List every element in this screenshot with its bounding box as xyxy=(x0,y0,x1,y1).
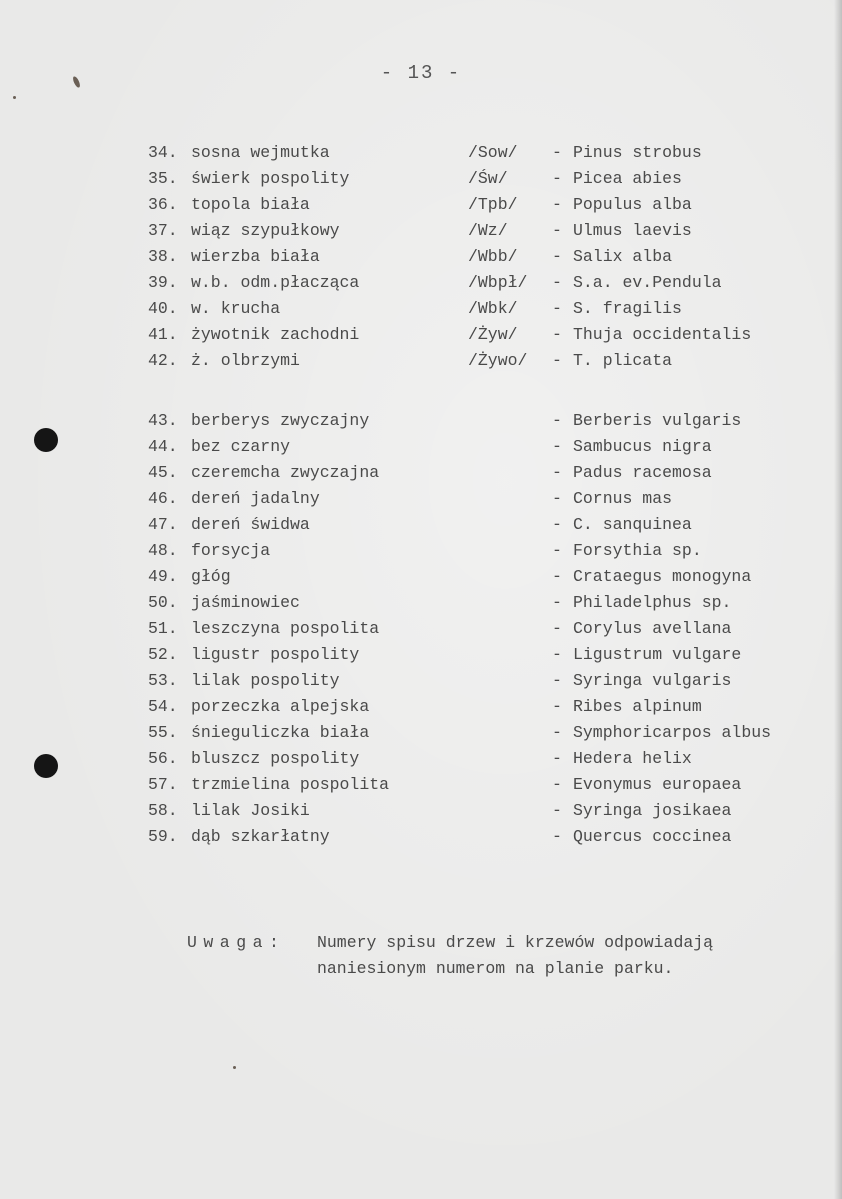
polish-name: głóg xyxy=(191,567,231,586)
polish-name: topola biała xyxy=(191,195,310,214)
separator-dash: - xyxy=(552,697,562,716)
separator-dash: - xyxy=(552,299,562,318)
abbreviation: /Żyw/ xyxy=(468,325,518,344)
polish-name: dąb szkarłatny xyxy=(191,827,330,846)
latin-name: Syringa josikaea xyxy=(573,801,732,820)
polish-name: sosna wejmutka xyxy=(191,143,330,162)
polish-name: lilak pospolity xyxy=(191,671,340,690)
latin-name: Symphoricarpos albus xyxy=(573,723,772,742)
latin-name: Evonymus europaea xyxy=(573,775,742,794)
item-number: 38. xyxy=(148,247,178,266)
abbreviation: /Św/ xyxy=(468,169,508,188)
separator-dash: - xyxy=(552,671,562,690)
item-number: 58. xyxy=(148,801,178,820)
separator-dash: - xyxy=(552,801,562,820)
separator-dash: - xyxy=(552,489,562,508)
item-number: 40. xyxy=(148,299,178,318)
polish-name: porzeczka alpejska xyxy=(191,697,370,716)
separator-dash: - xyxy=(552,619,562,638)
separator-dash: - xyxy=(552,195,562,214)
latin-name: S. fragilis xyxy=(573,299,682,318)
item-number: 55. xyxy=(148,723,178,742)
separator-dash: - xyxy=(552,143,562,162)
latin-name: Forsythia sp. xyxy=(573,541,702,560)
item-number: 44. xyxy=(148,437,178,456)
item-number: 50. xyxy=(148,593,178,612)
page-number: - 13 - xyxy=(380,62,462,84)
separator-dash: - xyxy=(552,325,562,344)
latin-name: Philadelphus sp. xyxy=(573,593,732,612)
separator-dash: - xyxy=(552,351,562,370)
latin-name: Ulmus laevis xyxy=(573,221,692,240)
separator-dash: - xyxy=(552,775,562,794)
latin-name: S.a. ev.Pendula xyxy=(573,273,722,292)
separator-dash: - xyxy=(552,723,562,742)
polish-name: wierzba biała xyxy=(191,247,320,266)
latin-name: Corylus avellana xyxy=(573,619,732,638)
latin-name: Sambucus nigra xyxy=(573,437,712,456)
separator-dash: - xyxy=(552,247,562,266)
polish-name: bez czarny xyxy=(191,437,291,456)
polish-name: leszczyna pospolita xyxy=(191,619,380,638)
item-number: 54. xyxy=(148,697,178,716)
polish-name: ligustr pospolity xyxy=(191,645,360,664)
item-number: 42. xyxy=(148,351,178,370)
polish-name: jaśminowiec xyxy=(191,593,300,612)
latin-name: T. plicata xyxy=(573,351,673,370)
item-number: 35. xyxy=(148,169,178,188)
latin-name: Padus racemosa xyxy=(573,463,712,482)
note-label: Uwaga: xyxy=(187,933,286,952)
item-number: 46. xyxy=(148,489,178,508)
separator-dash: - xyxy=(552,593,562,612)
polish-name: dereń jadalny xyxy=(191,489,320,508)
item-number: 34. xyxy=(148,143,178,162)
polish-name: czeremcha zwyczajna xyxy=(191,463,380,482)
separator-dash: - xyxy=(552,411,562,430)
abbreviation: /Żywo/ xyxy=(468,351,528,370)
polish-name: forsycja xyxy=(191,541,271,560)
paper-speck xyxy=(233,1066,236,1069)
separator-dash: - xyxy=(552,645,562,664)
item-number: 41. xyxy=(148,325,178,344)
separator-dash: - xyxy=(552,169,562,188)
latin-name: Crataegus monogyna xyxy=(573,567,752,586)
separator-dash: - xyxy=(552,827,562,846)
polish-name: śnieguliczka biała xyxy=(191,723,370,742)
polish-name: świerk pospolity xyxy=(191,169,350,188)
polish-name: ż. olbrzymi xyxy=(191,351,300,370)
abbreviation: /Wbk/ xyxy=(468,299,518,318)
separator-dash: - xyxy=(552,541,562,560)
polish-name: bluszcz pospolity xyxy=(191,749,360,768)
item-number: 56. xyxy=(148,749,178,768)
latin-name: Berberis vulgaris xyxy=(573,411,742,430)
item-number: 45. xyxy=(148,463,178,482)
latin-name: Hedera helix xyxy=(573,749,692,768)
latin-name: Picea abies xyxy=(573,169,682,188)
latin-name: Cornus mas xyxy=(573,489,673,508)
item-number: 37. xyxy=(148,221,178,240)
latin-name: Quercus coccinea xyxy=(573,827,732,846)
abbreviation: /Wbpł/ xyxy=(468,273,528,292)
abbreviation: /Tpb/ xyxy=(468,195,518,214)
punch-hole-top xyxy=(34,428,58,452)
latin-name: Populus alba xyxy=(573,195,692,214)
item-number: 48. xyxy=(148,541,178,560)
item-number: 36. xyxy=(148,195,178,214)
punch-hole-bottom xyxy=(34,754,58,778)
item-number: 52. xyxy=(148,645,178,664)
item-number: 43. xyxy=(148,411,178,430)
latin-name: Syringa vulgaris xyxy=(573,671,732,690)
polish-name: w. krucha xyxy=(191,299,281,318)
item-number: 59. xyxy=(148,827,178,846)
polish-name: trzmielina pospolita xyxy=(191,775,390,794)
polish-name: wiąz szypułkowy xyxy=(191,221,340,240)
separator-dash: - xyxy=(552,749,562,768)
item-number: 39. xyxy=(148,273,178,292)
separator-dash: - xyxy=(552,463,562,482)
abbreviation: /Sow/ xyxy=(468,143,518,162)
item-number: 49. xyxy=(148,567,178,586)
item-number: 53. xyxy=(148,671,178,690)
paper-edge-shadow xyxy=(834,0,842,1199)
latin-name: Thuja occidentalis xyxy=(573,325,752,344)
polish-name: berberys zwyczajny xyxy=(191,411,370,430)
polish-name: żywotnik zachodni xyxy=(191,325,360,344)
latin-name: Ribes alpinum xyxy=(573,697,702,716)
latin-name: Salix alba xyxy=(573,247,673,266)
item-number: 47. xyxy=(148,515,178,534)
separator-dash: - xyxy=(552,515,562,534)
item-number: 57. xyxy=(148,775,178,794)
latin-name: Pinus strobus xyxy=(573,143,702,162)
item-number: 51. xyxy=(148,619,178,638)
separator-dash: - xyxy=(552,273,562,292)
separator-dash: - xyxy=(552,221,562,240)
note-text-line-2: naniesionym numerom na planie parku. xyxy=(317,959,674,978)
separator-dash: - xyxy=(552,437,562,456)
separator-dash: - xyxy=(552,567,562,586)
abbreviation: /Wz/ xyxy=(468,221,508,240)
note-text-line-1: Numery spisu drzew i krzewów odpowiadają xyxy=(317,933,714,952)
paper-speck xyxy=(13,96,16,99)
latin-name: Ligustrum vulgare xyxy=(573,645,742,664)
abbreviation: /Wbb/ xyxy=(468,247,518,266)
polish-name: lilak Josiki xyxy=(191,801,310,820)
polish-name: dereń świdwa xyxy=(191,515,310,534)
polish-name: w.b. odm.płacząca xyxy=(191,273,360,292)
latin-name: C. sanquinea xyxy=(573,515,692,534)
